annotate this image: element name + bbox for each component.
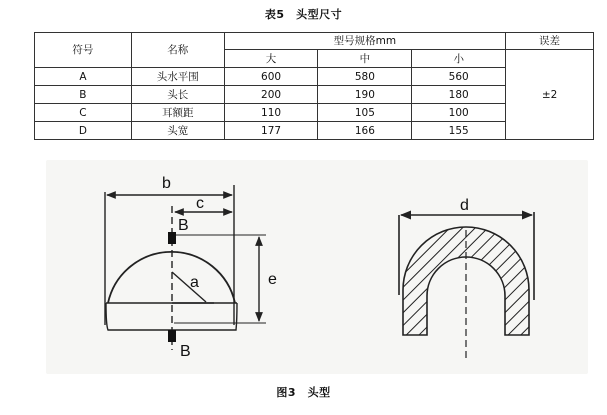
cell-large: 200 bbox=[224, 86, 318, 104]
cell-medium: 580 bbox=[318, 68, 412, 86]
cell-small: 155 bbox=[412, 122, 506, 140]
cell-large: 177 bbox=[224, 122, 318, 140]
cell-small: 100 bbox=[412, 104, 506, 122]
label-b: b bbox=[162, 175, 171, 192]
header-tolerance: 误差 bbox=[506, 33, 594, 50]
cell-name: 头水平围 bbox=[131, 68, 224, 86]
cell-symbol: A bbox=[35, 68, 132, 86]
b-marker-bottom bbox=[168, 330, 176, 342]
header-name: 名称 bbox=[131, 33, 224, 68]
cell-small: 560 bbox=[412, 68, 506, 86]
b-marker-top bbox=[168, 232, 176, 244]
head-shape-drawing bbox=[46, 160, 588, 374]
table-title: 表5 头型尺寸 bbox=[264, 8, 343, 21]
header-symbol: 符号 bbox=[35, 33, 132, 68]
header-small: 小 bbox=[412, 50, 506, 68]
head-size-table bbox=[34, 32, 594, 140]
cell-large: 600 bbox=[224, 68, 318, 86]
front-view-drawing bbox=[399, 212, 534, 358]
table-header-row bbox=[35, 33, 594, 50]
header-medium: 中 bbox=[318, 50, 412, 68]
cell-medium: 166 bbox=[318, 122, 412, 140]
cell-name: 头长 bbox=[131, 86, 224, 104]
cell-small: 180 bbox=[412, 86, 506, 104]
label-c: c bbox=[196, 195, 204, 212]
cell-symbol: D bbox=[35, 122, 132, 140]
label-b-top: B bbox=[178, 217, 189, 234]
cell-symbol: C bbox=[35, 104, 132, 122]
cell-medium: 105 bbox=[318, 104, 412, 122]
cell-symbol: B bbox=[35, 86, 132, 104]
radius-a-leader bbox=[172, 272, 206, 302]
cell-name: 头宽 bbox=[131, 122, 224, 140]
label-a: a bbox=[190, 274, 199, 291]
cell-large: 110 bbox=[224, 104, 318, 122]
header-spec-group: 型号规格mm bbox=[224, 33, 505, 50]
header-large: 大 bbox=[224, 50, 318, 68]
label-b-bottom: B bbox=[180, 343, 191, 360]
figure-caption: 图3 头型 bbox=[276, 386, 331, 399]
label-e: e bbox=[268, 271, 277, 288]
side-view-drawing bbox=[105, 185, 266, 350]
cell-medium: 190 bbox=[318, 86, 412, 104]
cell-name: 耳额距 bbox=[131, 104, 224, 122]
label-d: d bbox=[460, 197, 469, 214]
tolerance-cell: ±2 bbox=[506, 50, 594, 140]
head-shape-figure bbox=[46, 160, 588, 374]
